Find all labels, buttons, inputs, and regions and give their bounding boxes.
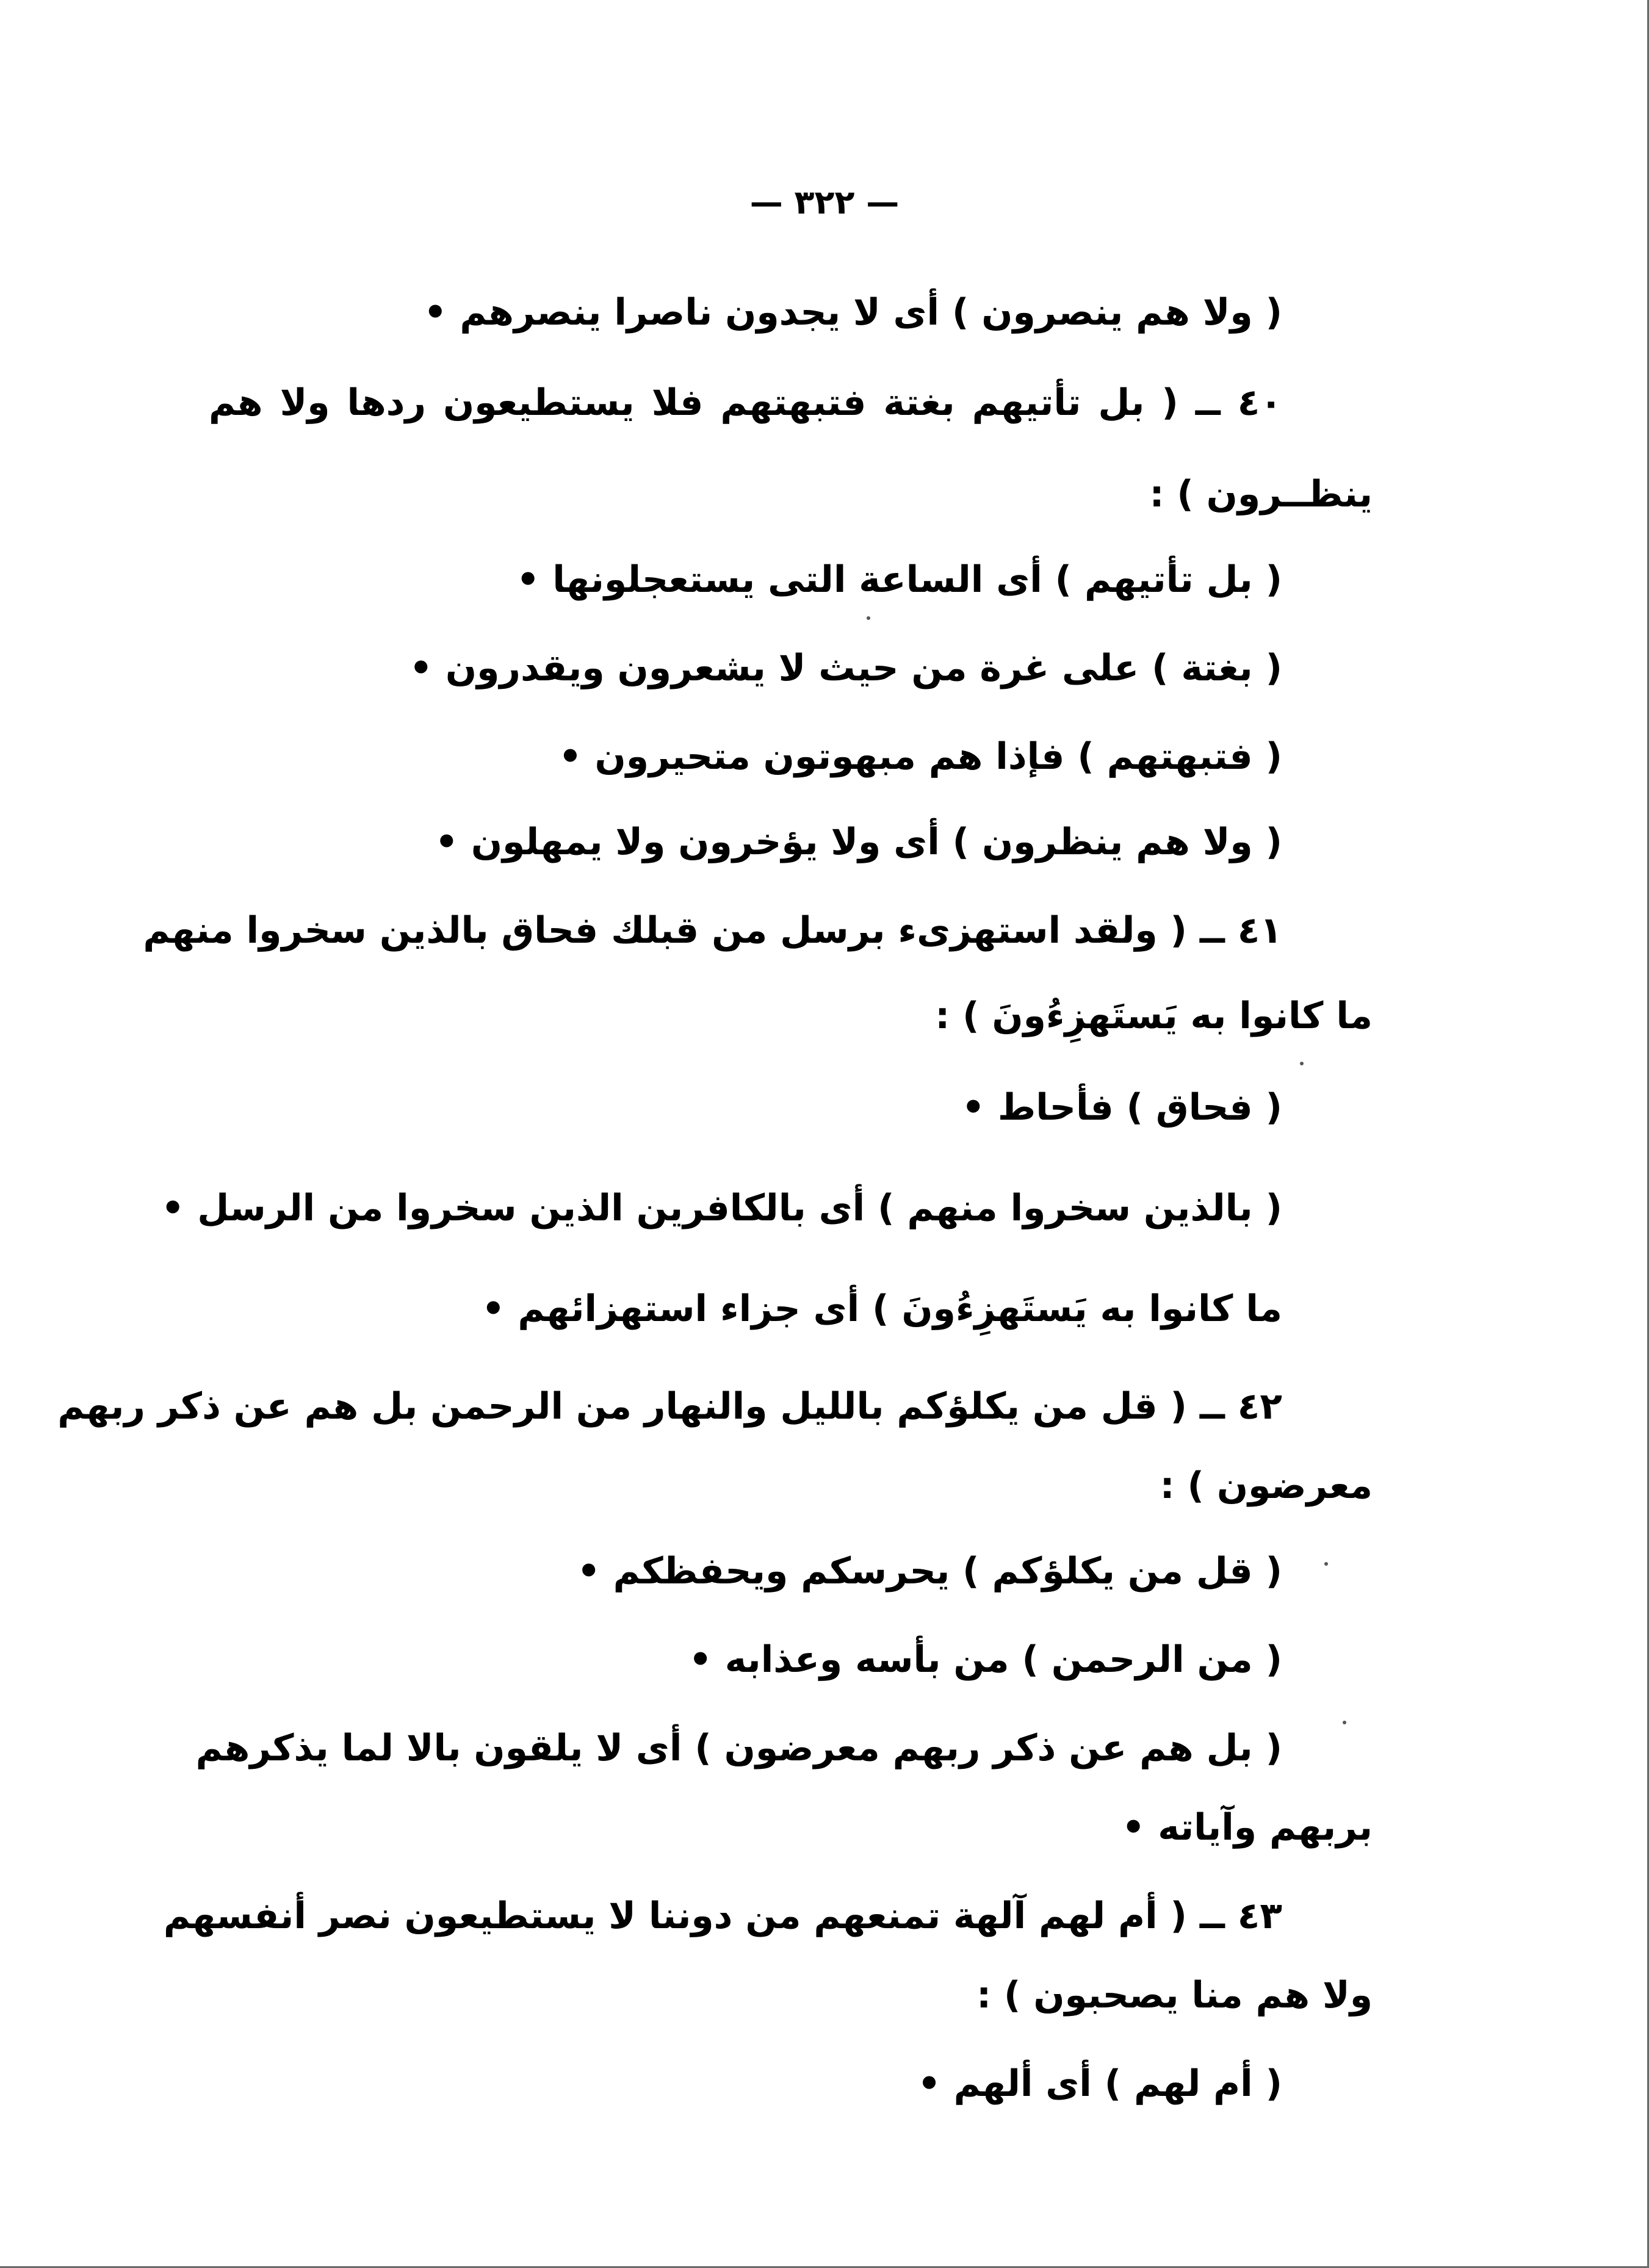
scan-speck [1300,1062,1304,1065]
text-line-17: ( بل هم عن ذكر ربهم معرضون ) أى لا يلقون بالا لما يذكرهم [195,1727,1282,1769]
text-line-21: ( أم لهم ) أى ألهم • [917,2062,1282,2105]
text-line-9: ما كانوا به يَستَهزِءُونَ ) : [935,995,1373,1037]
text-line-2: ٤٠ ــ ( بل تأتيهم بغتة فتبهتهم فلا يستطيعون ردها ولا هم [209,381,1282,424]
text-line-14: معرضون ) : [1160,1464,1373,1507]
text-line-6: ( فتبهتهم ) فإذا هم مبهوتون متحيرون • [558,735,1282,778]
text-line-19: ٤٣ ــ ( أم لهم آلهة تمنعهم من دوننا لا يستطيعون نصر أنفسهم [163,1895,1282,1937]
text-line-16: ( من الرحمن ) من بأسه وعذابه • [688,1638,1282,1681]
text-line-15: ( قل من يكلؤكم ) يحرسكم ويحفظكم • [577,1550,1282,1593]
text-line-12: ما كانوا به يَستَهزِءُونَ ) أى جزاء استهزائهم • [482,1287,1282,1330]
scan-speck [1324,1562,1328,1566]
scan-speck [1343,1721,1346,1724]
text-line-5: ( بغتة ) على غرة من حيث لا يشعرون ويقدرون • [409,647,1282,689]
text-line-1: ( ولا هم ينصرون ) أى لا يجدون ناصرا ينصرهم • [424,291,1282,334]
text-line-10: ( فحاق ) فأحاط • [961,1086,1282,1129]
text-line-11: ( بالذين سخروا منهم ) أى بالكافرين الذين سخروا من الرسل • [161,1187,1282,1229]
text-line-3: ينظــرون ) : [1149,473,1373,516]
text-line-13: ٤٢ ــ ( قل من يكلؤكم بالليل والنهار من الرحمن بل هم عن ذكر ربهم [57,1385,1282,1428]
text-line-7: ( ولا هم ينظرون ) أى ولا يؤخرون ولا يمهلون • [435,821,1282,863]
page-number: — ٣٢٢ — [749,183,900,221]
text-line-18: بربهم وآياته • [1121,1806,1373,1849]
text-line-20: ولا هم منا يصحبون ) : [976,1974,1373,2017]
text-line-8: ٤١ ــ ( ولقد استهزىء برسل من قبلك فحاق بالذين سخروا منهم [143,909,1282,952]
text-line-4: ( بل تأتيهم ) أى الساعة التى يستعجلونها • [516,558,1282,601]
scan-speck [867,616,870,620]
